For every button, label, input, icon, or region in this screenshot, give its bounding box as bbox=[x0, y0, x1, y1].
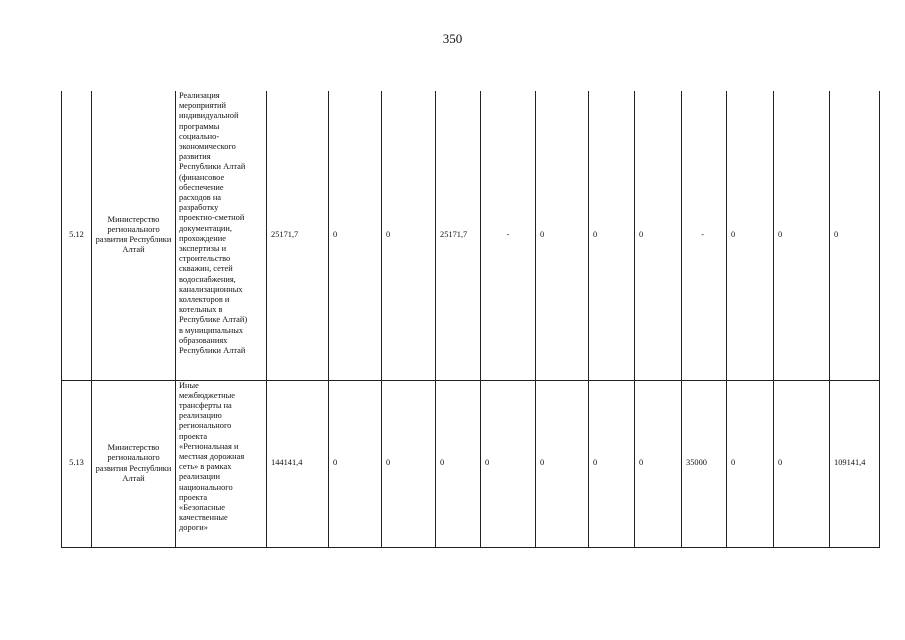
value-cell: 0 bbox=[329, 91, 382, 380]
table-row bbox=[62, 380, 880, 547]
value-cell: 0 bbox=[727, 91, 774, 380]
value-cell: 144141,4 bbox=[267, 380, 329, 547]
value-cell: 35000 bbox=[682, 380, 727, 547]
value-cell: 25171,7 bbox=[267, 91, 329, 380]
value-cell: 0 bbox=[589, 91, 635, 380]
value-cell: 0 bbox=[830, 91, 880, 380]
description-cell: Иные межбюджетные трансферты на реализацию регионального проекта «Региональная и местная дорожная сеть» в рамках реализации национального проекта «Безопасные качественные дороги» bbox=[176, 380, 267, 547]
description-cell: Реализация мероприятий индивидуальной программы социально- экономического развития Республики Алтай (финансовое обеспечение расходов на разработку проектно-сметной документации, прохождение экспертизы и строительство скважин, сетей водоснабжения, канализационных коллекторов и котельных в Республике Алтай) в муниципальных образованиях Республики Алтай bbox=[176, 91, 267, 380]
value-cell: 0 bbox=[481, 380, 536, 547]
budget-table bbox=[61, 91, 880, 548]
value-cell: 0 bbox=[536, 91, 589, 380]
organization-cell: Министерство регионального развития Республики Алтай bbox=[92, 91, 176, 380]
value-cell: 0 bbox=[589, 380, 635, 547]
value-cell: 0 bbox=[436, 380, 481, 547]
value-cell: 0 bbox=[329, 380, 382, 547]
value-cell: 0 bbox=[382, 91, 436, 380]
value-cell: 25171,7 bbox=[436, 91, 481, 380]
value-cell: - bbox=[682, 91, 727, 380]
value-cell: 0 bbox=[536, 380, 589, 547]
row-number: 5.13 bbox=[62, 380, 92, 547]
page-number: 350 bbox=[442, 31, 463, 46]
value-cell: 0 bbox=[635, 91, 682, 380]
value-cell: 0 bbox=[774, 380, 830, 547]
row-number: 5.12 bbox=[62, 91, 92, 380]
organization-cell: Министерство регионального развития Республики Алтай bbox=[92, 380, 176, 547]
value-cell: 0 bbox=[774, 91, 830, 380]
value-cell: 109141,4 bbox=[830, 380, 880, 547]
table-row bbox=[62, 91, 880, 380]
value-cell: - bbox=[481, 91, 536, 380]
value-cell: 0 bbox=[727, 380, 774, 547]
value-cell: 0 bbox=[635, 380, 682, 547]
value-cell: 0 bbox=[382, 380, 436, 547]
